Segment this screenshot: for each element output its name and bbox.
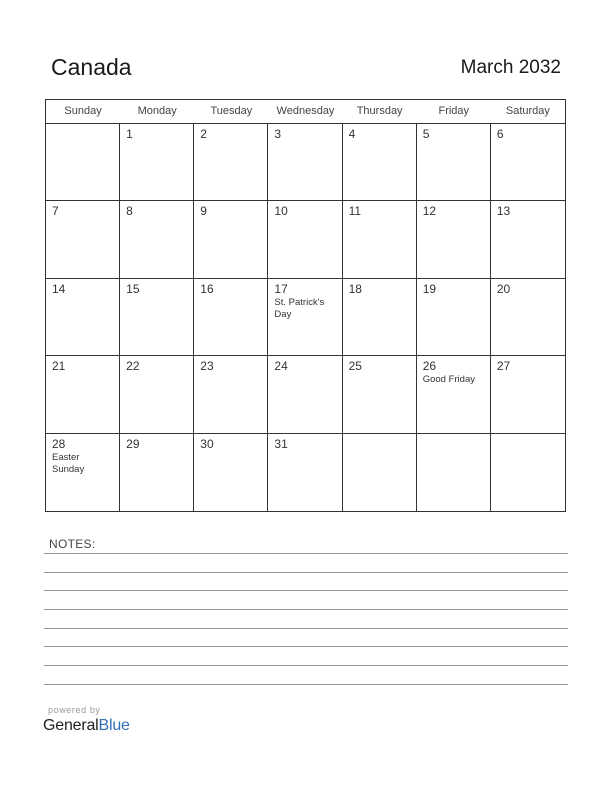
day-cell: [491, 356, 565, 433]
day-cell: [194, 124, 268, 201]
day-number: 18: [348, 281, 362, 296]
day-number: 31: [274, 436, 288, 451]
day-number: 30: [200, 436, 214, 451]
day-cell: [491, 201, 565, 278]
day-cell: [268, 434, 342, 511]
day-number: 12: [422, 204, 437, 219]
day-cell: [417, 356, 491, 433]
day-number: 7: [52, 204, 59, 219]
day-cell: [46, 434, 120, 511]
day-cell: [46, 201, 120, 278]
day-grid: [46, 124, 565, 511]
day-number: 14: [52, 281, 66, 296]
holiday-label: St. Patrick's Day: [274, 296, 325, 320]
weekday-header-row: [46, 100, 565, 124]
notes-line: [44, 609, 568, 610]
day-cell: [343, 124, 417, 201]
powered-by-text: powered by: [48, 705, 101, 715]
day-number: 1: [126, 127, 133, 141]
calendar-grid: [45, 99, 566, 512]
day-number: 17: [274, 281, 288, 296]
weekday-wednesday: Wednesday: [276, 105, 335, 117]
weekday-friday: Friday: [438, 105, 470, 117]
day-number: 28: [52, 436, 66, 451]
day-cell: [194, 201, 268, 278]
day-number: 24: [274, 359, 288, 374]
day-number: 4: [348, 127, 356, 141]
day-cell: [343, 356, 417, 433]
month-title: March 2032: [460, 57, 561, 78]
day-cell: [268, 279, 342, 356]
day-number: 20: [496, 281, 511, 296]
notes-label: NOTES:: [49, 537, 96, 551]
day-cell: [46, 279, 120, 356]
country-title: Canada: [51, 54, 132, 80]
notes-line: [44, 665, 568, 666]
day-cell: [343, 201, 417, 278]
day-cell: [120, 356, 194, 433]
day-cell: [343, 279, 417, 356]
holiday-label: Easter Sunday: [52, 451, 85, 475]
day-cell: [417, 434, 491, 511]
day-number: 15: [126, 281, 140, 296]
notes-line: [44, 646, 568, 647]
day-number: 5: [422, 127, 430, 141]
weekday-thursday: Thursday: [356, 105, 403, 117]
day-number: 13: [496, 204, 511, 219]
day-cell: [46, 124, 120, 201]
day-cell: [120, 124, 194, 201]
day-cell: [194, 356, 268, 433]
notes-line: [44, 572, 568, 573]
day-cell: [491, 279, 565, 356]
notes-line: [44, 684, 568, 685]
day-number: 22: [126, 359, 140, 374]
day-cell: [343, 434, 417, 511]
day-number: 29: [126, 436, 140, 451]
day-cell: [417, 279, 491, 356]
brand-logo-part1: General: [43, 717, 99, 734]
day-number: 16: [200, 281, 214, 296]
day-cell: [417, 124, 491, 201]
notes-line: [44, 590, 568, 591]
day-cell: [46, 356, 120, 433]
day-number: 3: [274, 127, 282, 141]
day-number: 25: [348, 359, 362, 374]
brand-logo-part2: Blue: [98, 717, 130, 734]
day-cell: [417, 201, 491, 278]
day-cell: [194, 434, 268, 511]
holiday-label: Good Friday: [422, 374, 475, 386]
weekday-sunday: Sunday: [64, 105, 102, 117]
day-number: 23: [200, 359, 214, 374]
brand-logo: [43, 717, 130, 735]
day-cell: [120, 201, 194, 278]
day-cell: [194, 279, 268, 356]
weekday-tuesday: Tuesday: [210, 105, 253, 117]
day-number: 26: [422, 359, 437, 374]
day-cell: [120, 434, 194, 511]
day-cell: [491, 124, 565, 201]
day-number: 2: [200, 127, 207, 141]
day-number: 9: [200, 204, 207, 219]
day-cell: [268, 356, 342, 433]
notes-line: [44, 628, 568, 629]
day-number: 19: [422, 281, 437, 296]
day-number: 21: [52, 359, 66, 374]
day-cell: [120, 279, 194, 356]
day-number: 10: [274, 204, 288, 219]
weekday-saturday: Saturday: [505, 105, 550, 117]
day-cell: [268, 201, 342, 278]
day-cell: [491, 434, 565, 511]
day-cell: [268, 124, 342, 201]
notes-line: [44, 553, 568, 554]
weekday-monday: Monday: [137, 105, 177, 117]
day-number: 11: [348, 204, 362, 219]
day-number: 8: [126, 204, 133, 219]
day-number: 6: [496, 127, 504, 141]
day-number: 27: [496, 359, 511, 374]
